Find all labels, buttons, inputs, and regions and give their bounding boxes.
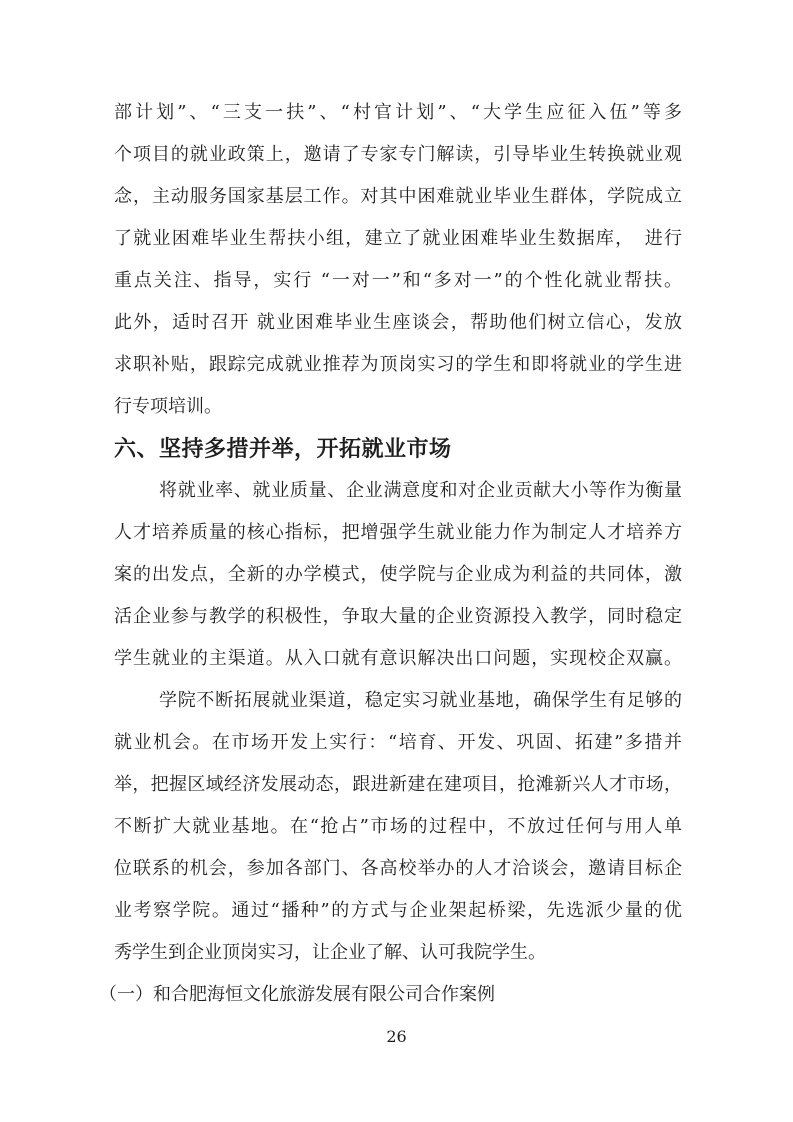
text-line: 个项目的就业政策上，邀请了专家专门解读，引导毕业生转换就业观: [114, 144, 682, 165]
text-line: 举，把握区域经济发展动态，跟进新建在建项目，抢滩新兴人才市场，: [114, 774, 682, 795]
text-line: 求职补贴，跟踪完成就业推荐为顶岗实习的学生和即将就业的学生进: [114, 354, 682, 375]
text-line: 念，主动服务国家基层工作。对其中困难就业毕业生群体，学院成立: [114, 186, 682, 207]
text-line: 部计划”、“三支一扶”、“村官计划”、“大学生应征入伍”等多: [114, 102, 682, 123]
text-line: 将就业率、就业质量、企业满意度和对企业贡献大小等作为衡量: [159, 480, 682, 501]
text-line: 此外，适时召开 就业困难毕业生座谈会，帮助他们树立信心，发放: [114, 312, 682, 333]
text-line: 案的出发点，全新的办学模式，使学院与企业成为利益的共同体，激: [114, 564, 682, 585]
text-line: 学院不断拓展就业渠道，稳定实习就业基地，确保学生有足够的: [159, 690, 682, 711]
page-number: 26: [386, 1027, 407, 1046]
text-line: 活企业参与教学的积极性，争取大量的企业资源投入教学，同时稳定: [114, 606, 682, 627]
sub-item-heading: （一）和合肥海恒文化旅游发展有限公司合作案例: [99, 984, 495, 1005]
section-heading: 六、坚持多措并举，开拓就业市场: [114, 436, 452, 462]
text-line: 学生就业的主渠道。从入口就有意识解决出口问题，实现校企双赢。: [114, 648, 682, 669]
text-line: 秀学生到企业顶岗实习，让企业了解、认可我院学生。: [114, 942, 546, 963]
text-line: 业考察学院。通过“播种”的方式与企业架起桥梁，先选派少量的优: [114, 900, 682, 921]
text-line: 了就业困难毕业生帮扶小组，建立了就业困难毕业生数据库， 进行: [114, 228, 682, 249]
text-line: 不断扩大就业基地。在“抢占”市场的过程中，不放过任何与用人单: [114, 816, 682, 837]
document-body: [99, 92, 682, 1016]
text-line: 行专项培训。: [114, 396, 222, 417]
text-line: 人才培养质量的核心指标，把增强学生就业能力作为制定人才培养方: [114, 522, 682, 543]
text-line: 就业机会。在市场开发上实行：“培育、开发、巩固、拓建”多措并: [114, 732, 682, 753]
text-line: 重点关注、指导，实行 “一对一”和“多对一”的个性化就业帮扶。: [114, 270, 682, 291]
text-line: 位联系的机会，参加各部门、各高校举办的人才洽谈会，邀请目标企: [114, 858, 682, 879]
